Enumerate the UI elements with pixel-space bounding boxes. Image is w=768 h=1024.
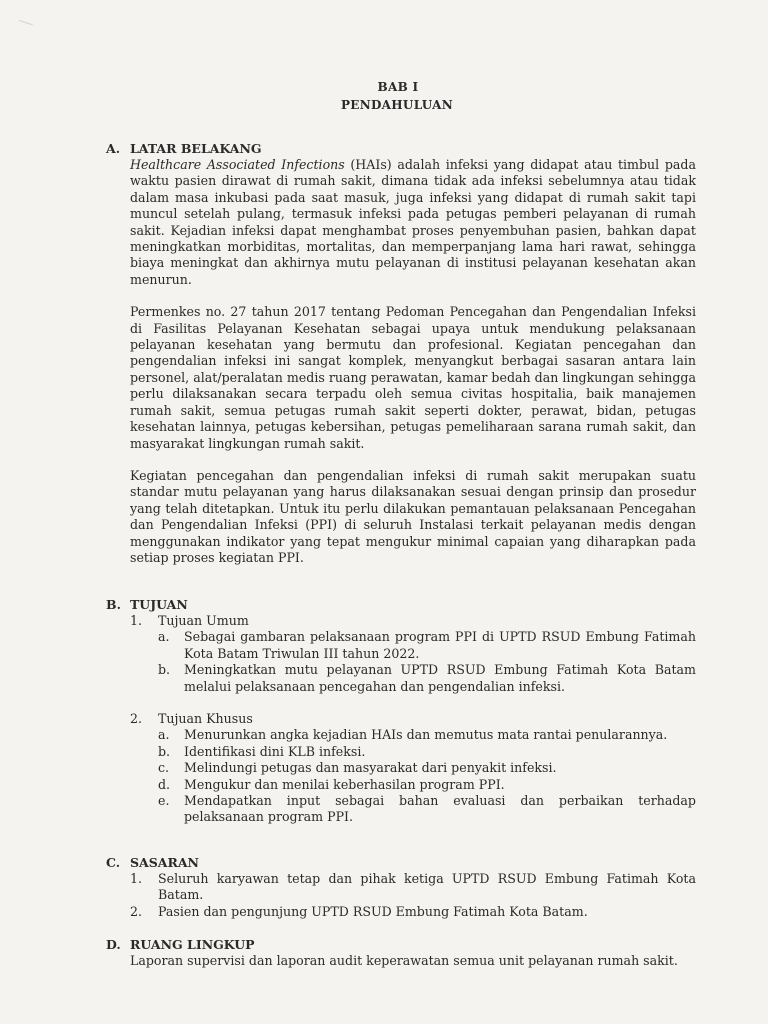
section-title: TUJUAN [130,597,188,612]
item-letter: c. [158,760,170,776]
paragraph: Permenkes no. 27 tahun 2017 tentang Pedoman Pencegahan dan Pengendalian Infeksi di Fasilitas Pelayanan Kesehatan sebagai upaya untuk mendukung pelaksanaan pelayanan kesehatan yang bermutu dan profesional. Kegiatan pencegahan dan pengendalian infeksi ini sangat komplek, menyangkut berbagai sasaran antara lain personel, alat/peralatan medis ruang perawatan, kamar bedah dan lingkungan sehingga perlu dilaksanakan secara terpadu oleh semua civitas hospitalia, baik manajemen rumah sakit, semua petugas rumah sakit seperti dokter, perawat, bidan, petugas kesehatan lainnya, petugas kebersihan, petugas pemeliharaan sarana rumah sakit, dan masyarakat lingkungan rumah sakit. [130,304,696,451]
item-number: 2. [130,903,143,919]
list-item [158,662,696,695]
list-item [158,793,696,826]
item-number: 2. [130,711,143,727]
list-item [130,871,696,904]
chapter-title: PENDAHULUAN [340,98,454,112]
item-letter: a. [158,727,170,743]
sub-list [158,629,696,695]
section-letter: B. [106,597,121,612]
item-text: Seluruh karyawan tetap dan pihak ketiga UPTD RSUD Embung Fatimah Kota Batam. [158,871,696,903]
section-title: LATAR BELAKANG [130,141,262,156]
scan-mark [17,20,32,31]
item-letter: e. [158,793,170,809]
section-title: RUANG LINGKUP [130,937,255,952]
section-ruang-lingkup [106,936,696,969]
paragraph: Laporan supervisi dan laporan audit keperawatan semua unit pelayanan rumah sakit. [130,953,678,968]
item-text: Mengukur dan menilai keberhasilan program PPI. [184,776,505,792]
paragraph: Kegiatan pencegahan dan pengendalian infeksi di rumah sakit merupakan suatu standar mutu pelayanan yang harus dilaksanakan sesuai dengan prinsip dan prosedur yang telah ditetapkan. Untuk itu perlu dilakukan pemantauan pelaksanaan Pencegahan dan Pengendalian Infeksi (PPI) di seluruh Instalasi terkait pelayanan medis dengan menggunakan indikator yang tepat mengukur minimal capaian yang diharapkan pada setiap proses kegiatan PPI. [130,467,696,565]
item-text: Sebagai gambaran pelaksanaan program PPI di UPTD RSUD Embung Fatimah Kota Batam Triwulan III tahun 2022. [184,629,696,661]
subsection-title: Tujuan Umum [158,613,249,628]
paragraph [130,157,696,288]
section-letter: A. [106,141,121,156]
sasaran-list [130,871,696,920]
subsection-title: Tujuan Khusus [158,711,253,727]
list-item [130,613,696,629]
section-sasaran [106,854,696,920]
list-item [158,760,696,776]
list-item [158,777,696,793]
item-letter: a. [158,629,170,645]
sub-list [158,727,696,825]
list-item [158,727,696,743]
list-item [158,629,696,662]
section-title: SASARAN [130,855,199,870]
list-item [130,904,696,920]
italic-term: Healthcare Associated Infections [130,157,345,172]
list-item [130,711,696,727]
section-heading [106,936,696,953]
tujuan-umum [130,613,696,826]
item-letter: d. [158,776,171,792]
item-letter: b. [158,743,171,759]
section-heading [106,140,696,157]
item-text: Pasien dan pengunjung UPTD RSUD Embung Fatimah Kota Batam. [158,903,588,919]
item-text: Melindungi petugas dan masyarakat dari penyakit infeksi. [184,760,557,776]
item-number: 1. [130,871,143,886]
section-heading [106,596,696,613]
section-latar-belakang [106,140,696,566]
item-text: Meningkatkan mutu pelayanan UPTD RSUD Embung Fatimah Kota Batam melalui pelaksanaan pencegahan dan pengendalian infeksi. [184,662,696,694]
paragraph-text: (HAIs) adalah infeksi yang didapat atau timbul pada waktu pasien dirawat di rumah sakit, dimana tidak ada infeksi sebelumnya atau tidak dalam masa inkubasi pada saat masuk, juga infeksi yang didapat di rumah sakit tapi muncul setelah pulang, termasuk infeksi pada petugas pemberi pelayanan di rumah sakit. Kejadian infeksi dapat menghambat proses penyembuhan pasien, bahkan dapat meningkatkan morbiditas, mortalitas, dan memperpanjang lama hari rawat, sehingga biaya meningkat dan akhirnya mutu pelayanan di institusi pelayanan kesehatan akan menurun. [130,157,696,287]
item-text: Mendapatkan input sebagai bahan evaluasi dan perbaikan terhadap pelaksanaan program PPI. [184,793,696,825]
section-heading [106,854,696,871]
item-text: Menurunkan angka kejadian HAIs dan memutus mata rantai penularannya. [184,727,668,743]
section-letter: D. [106,937,121,952]
chapter-number: BAB I [377,80,419,94]
item-number: 1. [130,613,143,628]
section-tujuan [106,596,696,826]
list-item [158,744,696,760]
item-text: Identifikasi dini KLB infeksi. [184,743,366,759]
section-letter: C. [106,855,121,870]
item-letter: b. [158,662,171,678]
